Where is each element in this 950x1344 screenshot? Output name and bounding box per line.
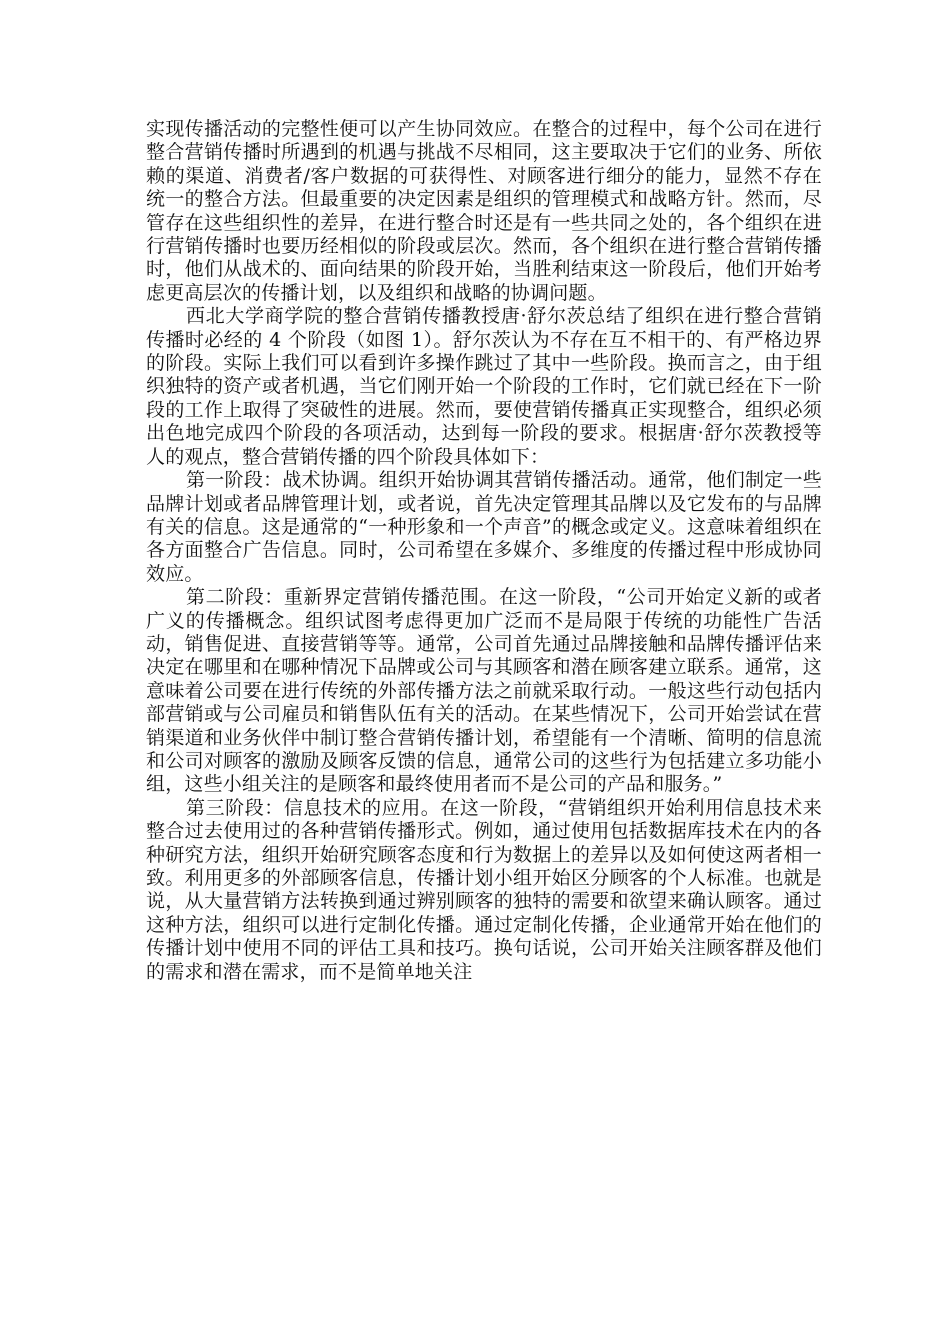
paragraph-stage-two: 第二阶段：重新界定营销传播范围。在这一阶段，“公司开始定义新的或者广义的传播概念。组织试图考虑得更加广泛而不是局限于传统的功能性广告活动，销售促进、直接营销等等。通常，公司首先通过品牌接触和品牌传播评估来决定在哪里和在哪种情况下品牌或公司与其顾客和潜在顾客建立联系。通常，这意味着公司要在进行传统的外部传播方法之前就采取行动。一般这些行动包括内部营销或与公司雇员和销售队伍有关的活动。在某些情况下，公司开始尝试在营销渠道和业务伙伴中制订整合营销传播计划，希望能有一个清晰、简明的信息流和公司对顾客的激励及顾客反馈的信息，通常公司的这些行为包括建立多功能小组，这些小组关注的是顾客和最终使用者而不是公司的产品和服务。” (146, 586, 822, 796)
body-text (146, 118, 822, 984)
paragraph-schultz-stages: 西北大学商学院的整合营销传播教授唐·舒尔茨总结了组织在进行整合营销传播时必经的 4 个阶段（如图 1）。舒尔茨认为不存在互不相干的、有严格边界的阶段。实际上我们可以看到许多操作跳过了其中一些阶段。换而言之，由于组织独特的资产或者机遇，当它们刚开始一个阶段的工作时，它们就已经在下一阶段的工作上取得了突破性的进展。然而，要使营销传播真正实现整合，组织必须出色地完成四个阶段的各项活动，达到每一阶段的要求。根据唐·舒尔茨教授等人的观点，整合营销传播的四个阶段具体如下： (146, 305, 822, 468)
paragraph-stage-one: 第一阶段：战术协调。组织开始协调其营销传播活动。通常，他们制定一些品牌计划或者品牌管理计划，或者说，首先决定管理其品牌以及它发布的与品牌有关的信息。这是通常的“一种形象和一个声音”的概念或定义。这意味着组织在各方面整合广告信息。同时，公司希望在多媒介、多维度的传播过程中形成协同效应。 (146, 469, 822, 585)
paragraph-stage-three: 第三阶段：信息技术的应用。在这一阶段，“营销组织开始利用信息技术来整合过去使用过的各种营销传播形式。例如，通过使用包括数据库技术在内的各种研究方法，组织开始研究顾客态度和行为数据上的差异以及如何使这两者相一致。利用更多的外部顾客信息，传播计划小组开始区分顾客的个人标准。也就是说，从大量营销方法转换到通过辨别顾客的独特的需要和欲望来确认顾客。通过这种方法，组织可以进行定制化传播。通过定制化传播，企业通常开始在他们的传播计划中使用不同的评估工具和技巧。换句话说，公司开始关注顾客群及他们的需求和潜在需求，而不是简单地关注 (146, 796, 822, 983)
paragraph-intro: 实现传播活动的完整性便可以产生协同效应。在整合的过程中，每个公司在进行整合营销传播时所遇到的机遇与挑战不尽相同，这主要取决于它们的业务、所依赖的渠道、消费者/客户数据的可获得性、对顾客进行细分的能力，显然不存在统一的整合方法。但最重要的决定因素是组织的管理模式和战略方针。然而，尽管存在这些组织性的差异，在进行整合时还是有一些共同之处的，各个组织在进行营销传播时也要历经相似的阶段或层次。然而，各个组织在进行整合营销传播时，他们从战术的、面向结果的阶段开始，当胜利结束这一阶段后，他们开始考虑更高层次的传播计划，以及组织和战略的协调问题。 (146, 118, 822, 304)
